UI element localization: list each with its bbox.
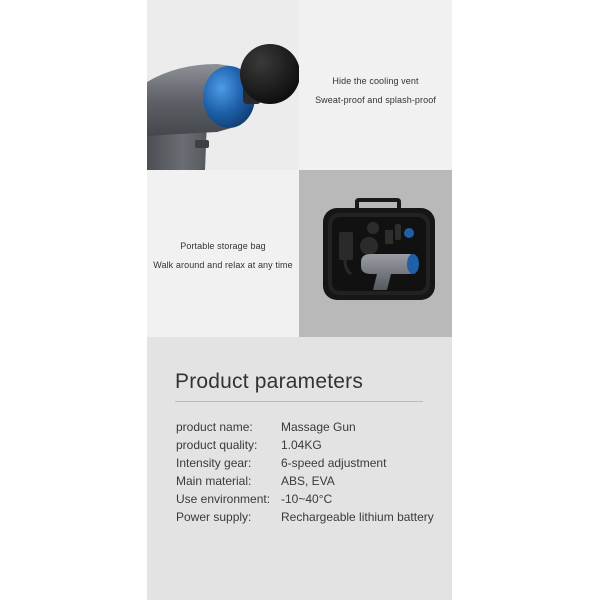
param-value: ABS, EVA [281,474,335,488]
param-label: Intensity gear: [176,456,252,470]
product-detail-strip [147,0,452,600]
param-value: 6-speed adjustment [281,456,387,470]
storage-bag-illustration [299,170,452,337]
param-value: Rechargeable lithium battery [281,510,434,524]
param-value: 1.04KG [281,438,322,452]
massage-gun-closeup-image [147,0,299,170]
storage-bag-feature [147,170,299,337]
cooling-vent-feature [299,0,452,170]
sweat-proof-caption: Sweat-proof and splash-proof [315,95,436,105]
storage-bag-caption: Portable storage bag [180,241,266,251]
param-label: Power supply: [176,510,252,524]
relax-anytime-caption: Walk around and relax at any time [153,260,293,270]
cooling-vent-caption: Hide the cooling vent [332,76,419,86]
param-label: product name: [176,420,253,434]
product-parameters-section [147,337,452,600]
param-label: product quality: [176,438,258,452]
storage-bag-image [299,170,452,337]
product-parameters-title: Product parameters [175,370,364,393]
param-label: Use environment: [176,492,271,506]
title-divider [175,401,423,402]
param-value: -10~40°C [281,492,333,506]
param-label: Main material: [176,474,252,488]
massage-gun-illustration [147,0,299,170]
param-value: Massage Gun [281,420,356,434]
